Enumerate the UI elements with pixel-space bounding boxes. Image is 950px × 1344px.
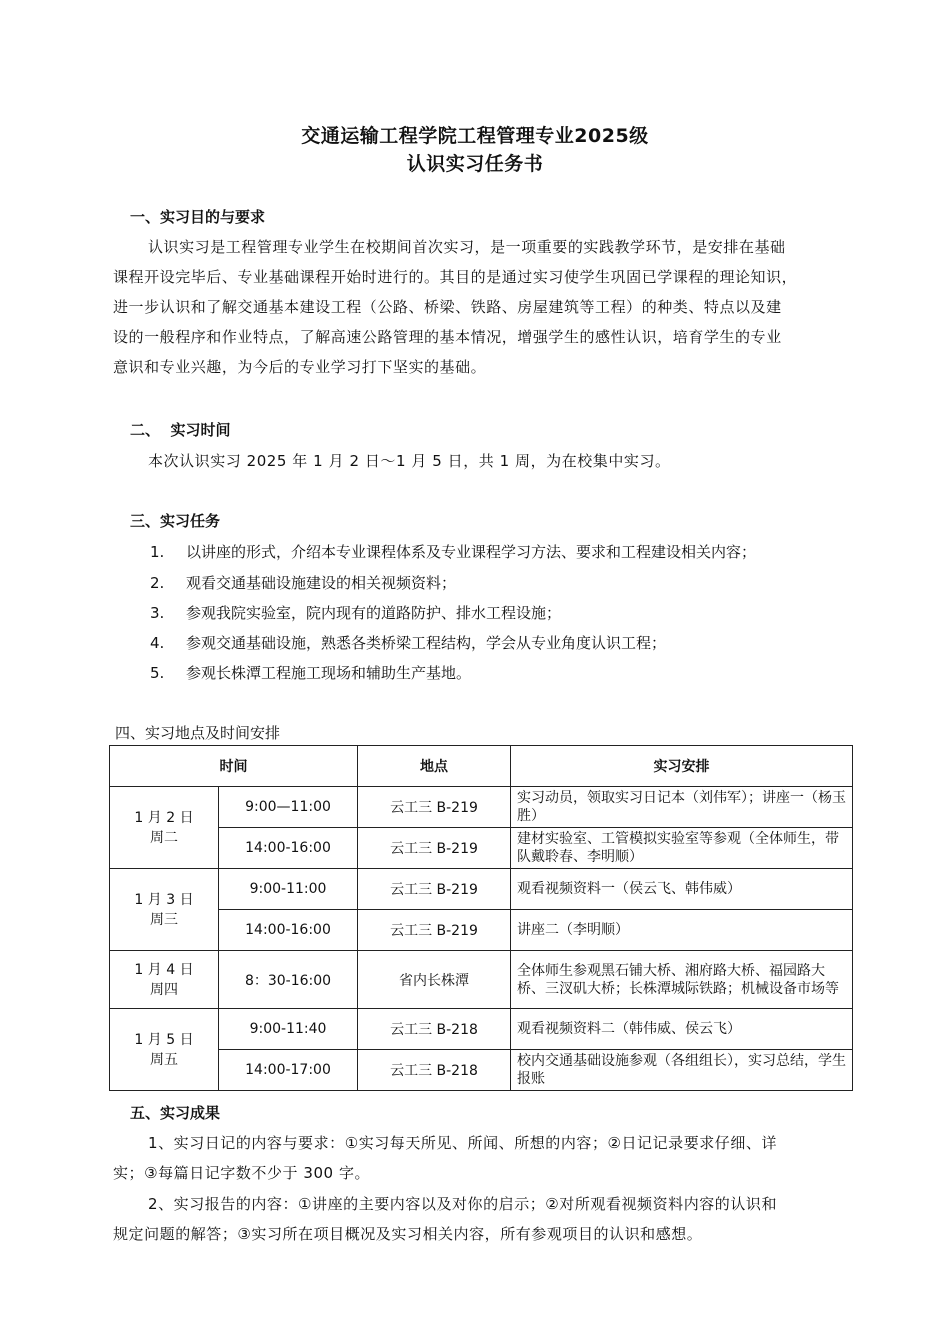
section-1-line: 进一步认识和了解交通基本建设工程（公路、桥梁、铁路、房屋建筑等工程）的种类、特点以及建 xyxy=(113,298,782,316)
list-item-number: 1. xyxy=(150,543,165,561)
list-item-text: 参观交通基础设施，熟悉各类桥梁工程结构，学会从专业角度认识工程； xyxy=(186,634,667,652)
time-cell: 9:00-11:00 xyxy=(219,869,358,910)
time-cell: 14:00-16:00 xyxy=(219,828,358,869)
arrangement-cell: 实习动员，领取实习日记本（刘伟军）；讲座一（杨玉胜） xyxy=(511,787,853,828)
list-item xyxy=(150,662,471,683)
date-label: 1 月 2 日 xyxy=(134,809,194,826)
list-item-number: 4. xyxy=(150,634,165,652)
section-1-line: 课程开设完毕后、专业基础课程开始时进行的。其目的是通过实习使学生巩固已学课程的理论知识， xyxy=(113,268,798,286)
list-item-text: 参观我院实验室，院内现有的道路防护、排水工程设施； xyxy=(186,604,562,622)
table-row xyxy=(110,951,853,1009)
section-5-line: 实；③每篇日记字数不少于 300 字。 xyxy=(113,1164,371,1182)
time-cell: 8：30-16:00 xyxy=(219,951,358,1009)
section-5-line: 2、实习报告的内容：①讲座的主要内容以及对你的启示；②对所观看视频资料内容的认识和 xyxy=(148,1195,777,1213)
date-cell xyxy=(110,951,219,1009)
date-label: 1 月 5 日 xyxy=(134,1031,194,1048)
place-cell: 云工三 B-219 xyxy=(358,910,511,951)
list-item xyxy=(150,602,561,623)
list-item-text: 观看交通基础设施建设的相关视频资料； xyxy=(186,574,457,592)
time-cell: 9:00—11:00 xyxy=(219,787,358,828)
list-item-number: 5. xyxy=(150,664,165,682)
weekday-label: 周四 xyxy=(150,981,178,998)
arrangement-cell: 建材实验室、工管模拟实验室等参观（全体师生，带队戴聆春、李明顺） xyxy=(511,828,853,869)
arrangement-cell: 校内交通基础设施参观（各组组长），实习总结，学生报账 xyxy=(511,1050,853,1091)
section-2-text: 本次认识实习 2025 年 1 月 2 日～1 月 5 日，共 1 周，为在校集中实习。 xyxy=(148,452,671,470)
arrangement-cell: 讲座二（李明顺） xyxy=(511,910,853,951)
date-cell xyxy=(110,787,219,869)
table-row xyxy=(110,1050,853,1091)
list-item-text: 参观长株潭工程施工现场和辅助生产基地。 xyxy=(186,664,472,682)
place-cell: 云工三 B-219 xyxy=(358,787,511,828)
time-cell: 14:00-16:00 xyxy=(219,910,358,951)
section-2-heading: 二、 实习时间 xyxy=(130,421,231,439)
date-cell xyxy=(110,869,219,951)
weekday-label: 周二 xyxy=(150,829,178,846)
table-row xyxy=(110,1009,853,1050)
date-label: 1 月 3 日 xyxy=(134,891,194,908)
place-cell: 云工三 B-218 xyxy=(358,1009,511,1050)
arrangement-cell: 全体师生参观黑石铺大桥、湘府路大桥、福园路大桥、三汊矶大桥；长株潭城际铁路；机械设备市场等 xyxy=(511,951,853,1009)
place-cell: 云工三 B-219 xyxy=(358,869,511,910)
section-1-line: 认识实习是工程管理专业学生在校期间首次实习，是一项重要的实践教学环节，是安排在基础 xyxy=(148,238,786,256)
column-header-time: 时间 xyxy=(110,746,358,787)
weekday-label: 周五 xyxy=(150,1051,178,1068)
arrangement-cell: 观看视频资料一（侯云飞、韩伟威） xyxy=(511,869,853,910)
section-1-line: 意识和专业兴趣，为今后的专业学习打下坚实的基础。 xyxy=(113,358,487,376)
date-cell xyxy=(110,1009,219,1091)
list-item xyxy=(150,632,666,653)
list-item-number: 3. xyxy=(150,604,165,622)
place-cell: 云工三 B-218 xyxy=(358,1050,511,1091)
document-title: 交通运输工程学院工程管理专业2025级 xyxy=(301,125,649,147)
weekday-label: 周三 xyxy=(150,911,178,928)
column-header-arrangement: 实习安排 xyxy=(511,746,853,787)
list-item xyxy=(150,541,756,562)
date-label: 1 月 4 日 xyxy=(134,961,194,978)
document-subtitle: 认识实习任务书 xyxy=(406,153,544,175)
table-header-row xyxy=(110,746,853,787)
table-row xyxy=(110,787,853,828)
list-item xyxy=(150,572,456,593)
arrangement-cell: 观看视频资料二（韩伟威、侯云飞） xyxy=(511,1009,853,1050)
schedule-table xyxy=(109,745,853,1091)
time-cell: 9:00-11:40 xyxy=(219,1009,358,1050)
section-3-heading: 三、实习任务 xyxy=(130,512,221,530)
section-5-line: 规定问题的解答；③实习所在项目概况及实习相关内容，所有参观项目的认识和感想。 xyxy=(113,1225,703,1243)
section-5-heading: 五、实习成果 xyxy=(130,1104,221,1122)
time-cell: 14:00-17:00 xyxy=(219,1050,358,1091)
place-cell: 省内长株潭 xyxy=(358,951,511,1009)
list-item-text: 以讲座的形式，介绍本专业课程体系及专业课程学习方法、要求和工程建设相关内容； xyxy=(186,543,757,561)
table-row xyxy=(110,828,853,869)
table-row xyxy=(110,869,853,910)
place-cell: 云工三 B-219 xyxy=(358,828,511,869)
table-row xyxy=(110,910,853,951)
section-4-heading: 四、实习地点及时间安排 xyxy=(115,724,281,742)
column-header-place: 地点 xyxy=(358,746,511,787)
list-item-number: 2. xyxy=(150,574,165,592)
section-1-heading: 一、实习目的与要求 xyxy=(130,208,266,226)
section-5-line: 1、实习日记的内容与要求：①实习每天所见、所闻、所想的内容；②日记记录要求仔细、详 xyxy=(148,1134,777,1152)
section-1-line: 设的一般程序和作业特点，了解高速公路管理的基本情况，增强学生的感性认识，培育学生的专业 xyxy=(113,328,782,346)
